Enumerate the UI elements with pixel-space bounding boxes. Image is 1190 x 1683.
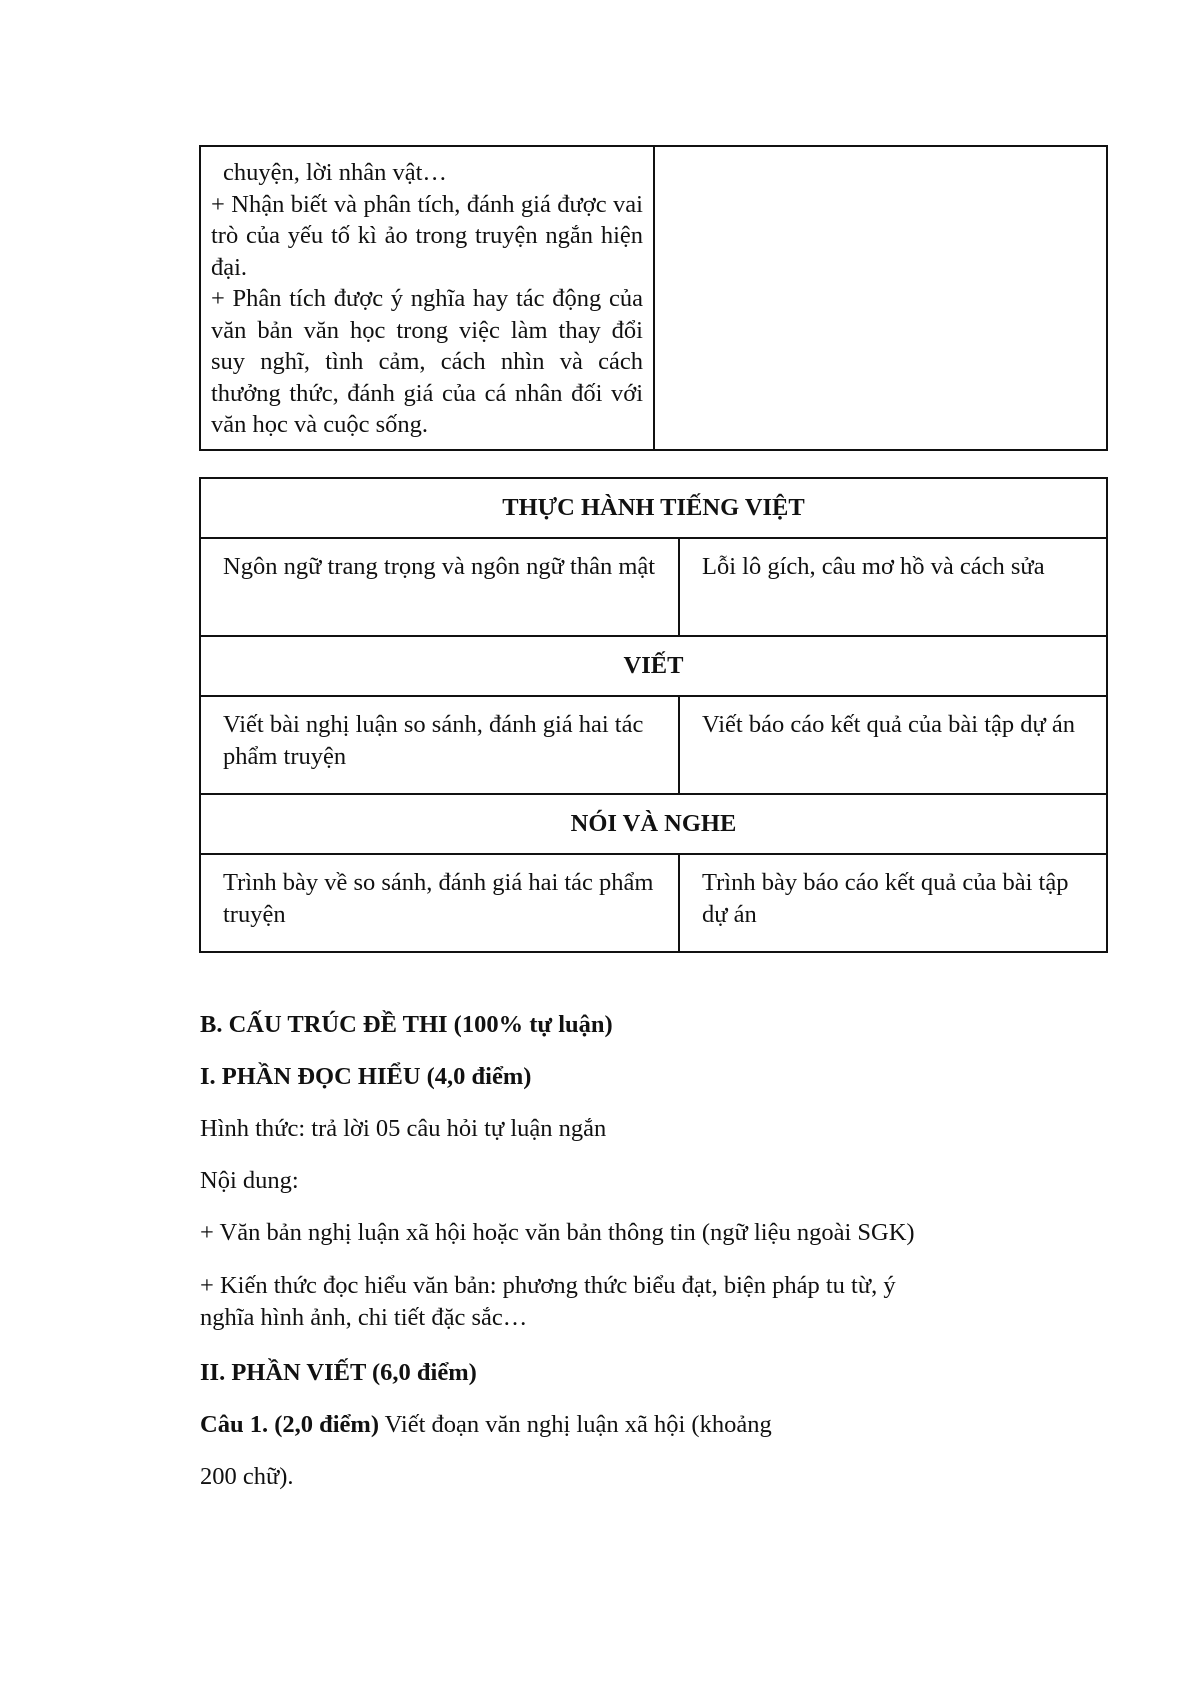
section-header-row bbox=[200, 636, 1107, 696]
reading-item-continued: nghĩa hình ảnh, chi tiết đặc sắc… bbox=[200, 1304, 528, 1331]
outcome-line: + Phân tích được ý nghĩa hay tác động của văn bản văn học trong việc làm thay đổi suy nghĩ, tình cảm, cách nhìn và cách thưởng thức, đánh giá của cá nhân đối với văn học và cuộc sống. bbox=[211, 285, 643, 438]
section-header: THỰC HÀNH TIẾNG VIỆT bbox=[200, 478, 1107, 538]
reading-section-heading: I. PHẦN ĐỌC HIỂU (4,0 điểm) bbox=[200, 1063, 532, 1090]
question-1-text: Viết đoạn văn nghị luận xã hội (khoảng bbox=[378, 1411, 772, 1438]
section-header-row bbox=[200, 794, 1107, 854]
writing-section-heading: II. PHẦN VIẾT (6,0 điểm) bbox=[200, 1359, 477, 1386]
outcome-line: + Nhận biết và phân tích, đánh giá được vai trò của yếu tố kì ảo trong truyện ngắn hiện đại. bbox=[211, 190, 643, 281]
outcomes-table bbox=[199, 145, 1108, 451]
table-cell-left: Viết bài nghị luận so sánh, đánh giá hai tác phẩm truyện bbox=[200, 696, 679, 794]
table-row bbox=[200, 854, 1107, 952]
reading-item: + Văn bản nghị luận xã hội hoặc văn bản thông tin (ngữ liệu ngoài SGK) bbox=[200, 1219, 915, 1246]
table-cell-right: Lỗi lô gích, câu mơ hồ và cách sửa bbox=[679, 538, 1107, 636]
reading-form-text: Hình thức: trả lời 05 câu hỏi tự luận ngắn bbox=[200, 1115, 607, 1142]
section-header: VIẾT bbox=[200, 636, 1107, 696]
exam-structure-heading: B. CẤU TRÚC ĐỀ THI (100% tự luận) bbox=[200, 1011, 613, 1038]
outcomes-cell bbox=[200, 146, 654, 450]
skills-table bbox=[199, 477, 1108, 953]
reading-content-label: Nội dung: bbox=[200, 1167, 299, 1194]
table-row bbox=[200, 696, 1107, 794]
table-row bbox=[200, 146, 1107, 450]
table-cell-left: Trình bày về so sánh, đánh giá hai tác phẩm truyện bbox=[200, 854, 679, 952]
question-1 bbox=[200, 1409, 772, 1441]
table-cell-left: Ngôn ngữ trang trọng và ngôn ngữ thân mật bbox=[200, 538, 679, 636]
question-1-label: Câu 1. (2,0 điểm) bbox=[200, 1411, 379, 1438]
table-row bbox=[200, 538, 1107, 636]
question-1-continued: 200 chữ). bbox=[200, 1463, 294, 1490]
table-cell-right: Viết báo cáo kết quả của bài tập dự án bbox=[679, 696, 1107, 794]
reading-item: + Kiến thức đọc hiểu văn bản: phương thức biểu đạt, biện pháp tu từ, ý bbox=[200, 1272, 896, 1299]
table-cell-right: Trình bày báo cáo kết quả của bài tập dự án bbox=[679, 854, 1107, 952]
empty-cell bbox=[654, 146, 1107, 450]
outcome-line: chuyện, lời nhân vật… bbox=[223, 159, 447, 186]
section-header-row bbox=[200, 478, 1107, 538]
section-header: NÓI VÀ NGHE bbox=[200, 794, 1107, 854]
